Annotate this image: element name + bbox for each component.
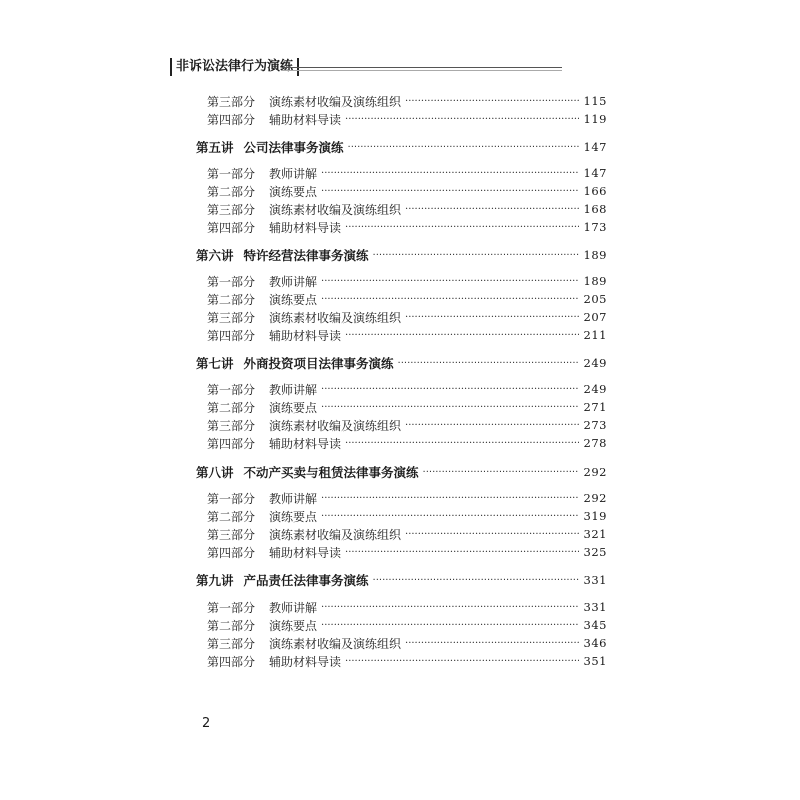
- part-label: 第三部分: [207, 202, 256, 217]
- part-label: 第二部分: [207, 509, 256, 524]
- entry-title: 辅助材料导读: [269, 654, 342, 669]
- chapter-number: 第七讲: [196, 356, 234, 371]
- toc-page-number: 331: [583, 573, 607, 587]
- toc-chapter-row: [196, 138, 607, 156]
- toc-page-number: 119: [583, 112, 607, 126]
- toc-chapter-row: [196, 463, 607, 481]
- toc-page-number: 292: [583, 465, 607, 479]
- toc-entry-row: [207, 290, 607, 308]
- toc-page-number: 211: [583, 328, 607, 342]
- part-label: 第三部分: [207, 310, 256, 325]
- dot-leader: [405, 312, 579, 323]
- entry-title: 演练要点: [269, 618, 318, 633]
- chapter-number: 第九讲: [196, 573, 234, 588]
- toc-entry-row: [207, 598, 607, 616]
- part-label: 第四部分: [207, 220, 256, 235]
- part-label: 第四部分: [207, 436, 256, 451]
- toc-page-number: 278: [583, 436, 607, 450]
- dot-leader: [405, 638, 579, 649]
- page-number: 2: [202, 716, 211, 731]
- toc-entry-row: [207, 164, 607, 182]
- dot-leader: [321, 168, 579, 179]
- chapter-number: 第五讲: [196, 140, 234, 155]
- toc-page-number: 207: [583, 310, 607, 324]
- part-label: 第一部分: [207, 274, 256, 289]
- entry-title: 演练素材收编及演练组织: [269, 527, 402, 542]
- toc-page-number: 249: [583, 356, 607, 370]
- dot-leader: [345, 438, 579, 449]
- dot-leader: [345, 222, 579, 233]
- toc-page-number: 292: [583, 491, 607, 505]
- toc-entry-row: [207, 507, 607, 525]
- toc-page-number: 321: [583, 527, 607, 541]
- toc-entry-row: [207, 616, 607, 634]
- dot-leader: [321, 402, 579, 413]
- part-label: 第三部分: [207, 418, 256, 433]
- dot-leader: [373, 250, 579, 261]
- part-label: 第一部分: [207, 491, 256, 506]
- entry-title: 教师讲解: [269, 166, 318, 181]
- toc-page-number: 189: [583, 248, 607, 262]
- dot-leader: [345, 114, 579, 125]
- chapter-title: 公司法律事务演练: [243, 140, 344, 155]
- toc-entry-row: [207, 272, 607, 290]
- chapter-title: 不动产买卖与租赁法律事务演练: [243, 465, 419, 480]
- entry-title: 教师讲解: [269, 274, 318, 289]
- toc-entry-row: [207, 525, 607, 543]
- toc-chapter-row: [196, 571, 607, 589]
- part-label: 第四部分: [207, 654, 256, 669]
- entry-title: 演练素材收编及演练组织: [269, 202, 402, 217]
- entry-title: 演练素材收编及演练组织: [269, 94, 402, 109]
- toc-entry-row: [207, 434, 607, 452]
- dot-leader: [405, 204, 579, 215]
- toc-entry-row: [207, 308, 607, 326]
- toc-entry-row: [207, 326, 607, 344]
- toc-page-number: 319: [583, 509, 607, 523]
- toc-page-number: 147: [583, 166, 607, 180]
- toc-entry-row: [207, 398, 607, 416]
- dot-leader: [321, 493, 579, 504]
- entry-title: 演练要点: [269, 400, 318, 415]
- toc-entry-row: [207, 218, 607, 236]
- toc-page-number: 166: [583, 184, 607, 198]
- part-label: 第一部分: [207, 166, 256, 181]
- entry-title: 演练要点: [269, 184, 318, 199]
- toc-page-number: 273: [583, 418, 607, 432]
- dot-leader: [373, 575, 579, 586]
- toc-chapter-row: [196, 246, 607, 264]
- dot-leader: [321, 186, 579, 197]
- dot-leader: [345, 656, 579, 667]
- part-label: 第一部分: [207, 600, 256, 615]
- part-label: 第二部分: [207, 400, 256, 415]
- part-label: 第一部分: [207, 382, 256, 397]
- dot-leader: [345, 330, 579, 341]
- toc-entry-row: [207, 110, 607, 128]
- part-label: 第二部分: [207, 184, 256, 199]
- dot-leader: [348, 142, 579, 153]
- toc-page-number: 271: [583, 400, 607, 414]
- toc-entry-row: [207, 182, 607, 200]
- part-label: 第二部分: [207, 292, 256, 307]
- part-label: 第三部分: [207, 94, 256, 109]
- dot-leader: [423, 467, 579, 478]
- toc-entry-row: [207, 416, 607, 434]
- dot-leader: [405, 96, 579, 107]
- entry-title: 演练素材收编及演练组织: [269, 310, 402, 325]
- chapter-number: 第六讲: [196, 248, 234, 263]
- part-label: 第三部分: [207, 527, 256, 542]
- dot-leader: [405, 420, 579, 431]
- part-label: 第四部分: [207, 545, 256, 560]
- toc-page-number: 205: [583, 292, 607, 306]
- entry-title: 辅助材料导读: [269, 436, 342, 451]
- dot-leader: [321, 384, 579, 395]
- entry-title: 演练素材收编及演练组织: [269, 636, 402, 651]
- toc-entry-row: [207, 380, 607, 398]
- entry-title: 辅助材料导读: [269, 220, 342, 235]
- toc-entry-row: [207, 543, 607, 561]
- toc-entry-row: [207, 634, 607, 652]
- entry-title: 演练要点: [269, 292, 318, 307]
- part-label: 第四部分: [207, 112, 256, 127]
- dot-leader: [398, 358, 579, 369]
- toc-page-number: 115: [583, 94, 607, 108]
- entry-title: 演练素材收编及演练组织: [269, 418, 402, 433]
- dot-leader: [321, 294, 579, 305]
- dot-leader: [321, 620, 579, 631]
- toc-page-number: 189: [583, 274, 607, 288]
- entry-title: 教师讲解: [269, 600, 318, 615]
- toc-entry-row: [207, 200, 607, 218]
- dot-leader: [405, 529, 579, 540]
- entry-title: 教师讲解: [269, 382, 318, 397]
- toc-page-number: 168: [583, 202, 607, 216]
- part-label: 第三部分: [207, 636, 256, 651]
- chapter-title: 产品责任法律事务演练: [243, 573, 369, 588]
- dot-leader: [321, 602, 579, 613]
- chapter-title: 外商投资项目法律事务演练: [243, 356, 394, 371]
- toc-chapter-row: [196, 354, 607, 372]
- dot-leader: [345, 547, 579, 558]
- toc-entry-row: [207, 92, 607, 110]
- entry-title: 演练要点: [269, 509, 318, 524]
- dot-leader: [321, 511, 579, 522]
- entry-title: 辅助材料导读: [269, 545, 342, 560]
- toc-entry-row: [207, 652, 607, 670]
- header-title: 非诉讼法律行为演练: [170, 58, 299, 76]
- toc-page-number: 346: [583, 636, 607, 650]
- chapter-number: 第八讲: [196, 465, 234, 480]
- part-label: 第四部分: [207, 328, 256, 343]
- entry-title: 辅助材料导读: [269, 328, 342, 343]
- toc-page-number: 345: [583, 618, 607, 632]
- toc-page-number: 173: [583, 220, 607, 234]
- entry-title: 辅助材料导读: [269, 112, 342, 127]
- toc-page-number: 325: [583, 545, 607, 559]
- toc-page-number: 331: [583, 600, 607, 614]
- entry-title: 教师讲解: [269, 491, 318, 506]
- toc-page-number: 249: [583, 382, 607, 396]
- dot-leader: [321, 276, 579, 287]
- chapter-title: 特许经营法律事务演练: [243, 248, 369, 263]
- toc-page-number: 147: [583, 140, 607, 154]
- part-label: 第二部分: [207, 618, 256, 633]
- toc-entry-row: [207, 489, 607, 507]
- toc-page-number: 351: [583, 654, 607, 668]
